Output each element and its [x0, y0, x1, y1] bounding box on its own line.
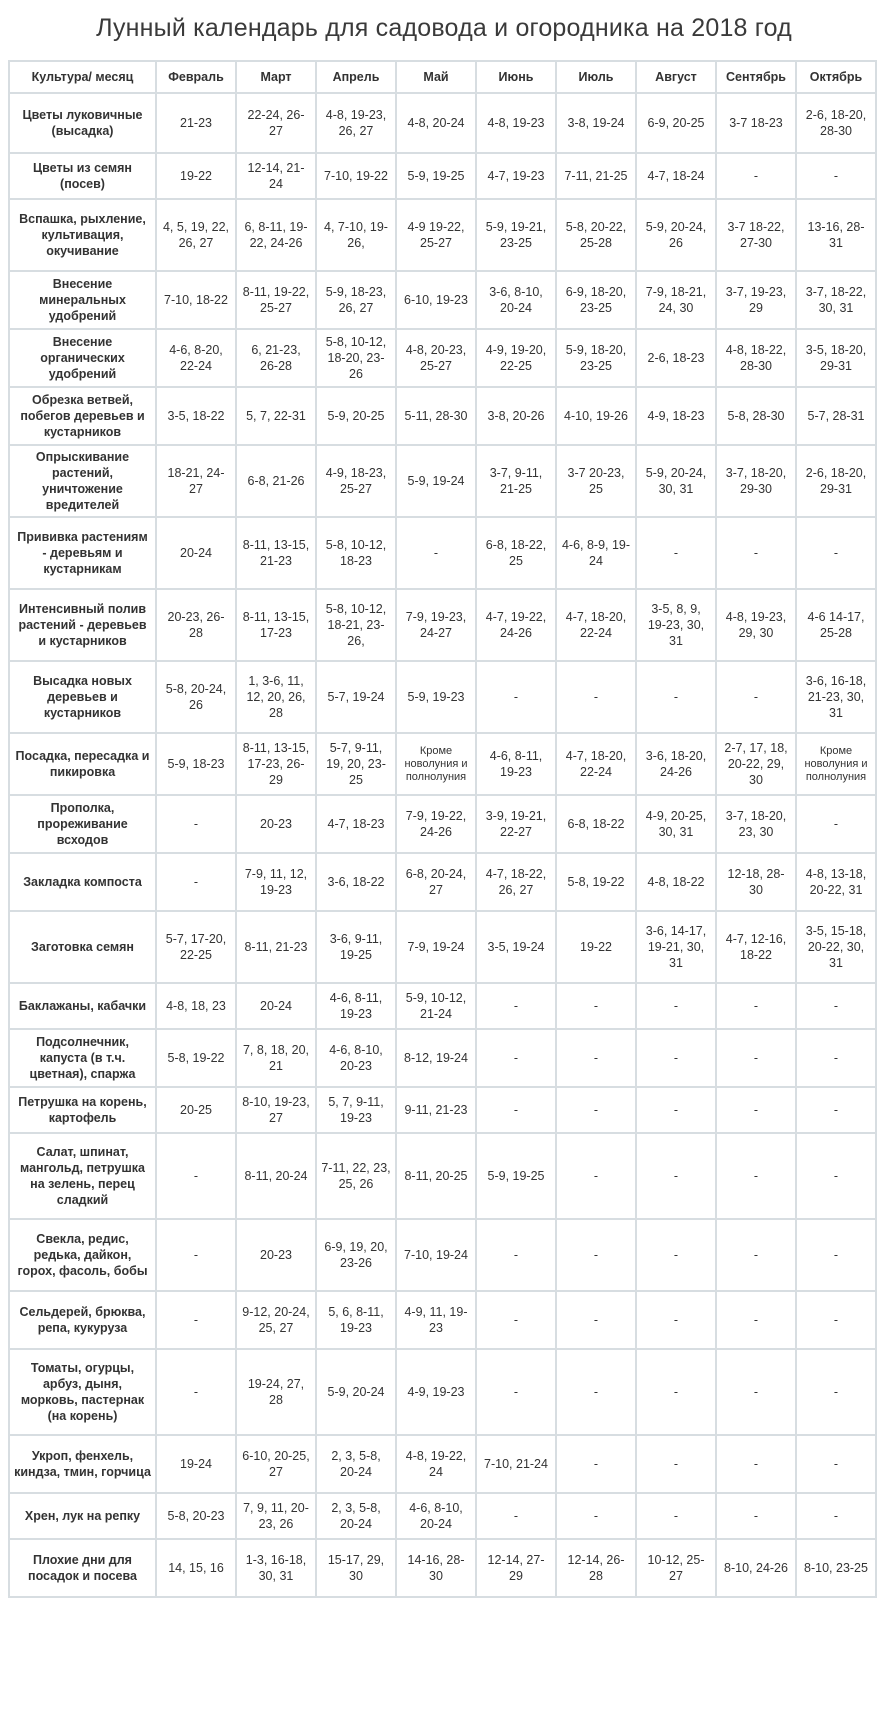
date-cell: 8-11, 20-24	[236, 1133, 316, 1219]
date-cell: 4-9, 18-23	[636, 387, 716, 445]
column-header-mar: Март	[236, 61, 316, 93]
table-row	[9, 387, 876, 445]
date-cell: 4-8, 19-22, 24	[396, 1435, 476, 1493]
date-cell: 5-9, 18-23	[156, 733, 236, 795]
column-header-crop: Культура/ месяц	[9, 61, 156, 93]
date-cell: 5-8, 10-12, 18-20, 23-26	[316, 329, 396, 387]
date-cell: 5-8, 20-22, 25-28	[556, 199, 636, 271]
date-cell: 3-7, 9-11, 21-25	[476, 445, 556, 517]
date-cell: -	[716, 1219, 796, 1291]
date-cell: -	[156, 1291, 236, 1349]
date-cell: -	[556, 1349, 636, 1435]
date-cell: 19-22	[156, 153, 236, 199]
crop-name-cell: Плохие дни для посадок и посева	[9, 1539, 156, 1597]
date-cell: 3-8, 19-24	[556, 93, 636, 153]
date-cell: 4-6, 8-11, 19-23	[316, 983, 396, 1029]
date-cell: -	[556, 1029, 636, 1087]
date-cell: 6-9, 19, 20, 23-26	[316, 1219, 396, 1291]
crop-name-cell: Вспашка, рыхление, культивация, окучивание	[9, 199, 156, 271]
date-cell: -	[556, 1493, 636, 1539]
date-cell: 5-8, 19-22	[156, 1029, 236, 1087]
date-cell: -	[716, 1435, 796, 1493]
date-cell: 14, 15, 16	[156, 1539, 236, 1597]
table-row	[9, 445, 876, 517]
table-row	[9, 1087, 876, 1133]
date-cell: 6-10, 20-25, 27	[236, 1435, 316, 1493]
date-cell: 8-11, 13-15, 17-23, 26-29	[236, 733, 316, 795]
date-cell: 2, 3, 5-8, 20-24	[316, 1493, 396, 1539]
date-cell: 5-8, 10-12, 18-23	[316, 517, 396, 589]
table-row	[9, 517, 876, 589]
date-cell: 4-8, 20-23, 25-27	[396, 329, 476, 387]
date-cell: 3-5, 18-20, 29-31	[796, 329, 876, 387]
table-row	[9, 1029, 876, 1087]
date-cell: 4-7, 19-22, 24-26	[476, 589, 556, 661]
date-cell: 5-9, 19-25	[476, 1133, 556, 1219]
date-cell: 4-8, 19-23	[476, 93, 556, 153]
date-cell: 18-21, 24-27	[156, 445, 236, 517]
date-cell: 6-8, 18-22	[556, 795, 636, 853]
table-row	[9, 1133, 876, 1219]
date-cell: 3-7, 18-20, 29-30	[716, 445, 796, 517]
date-cell: -	[796, 1291, 876, 1349]
date-cell: 6, 21-23, 26-28	[236, 329, 316, 387]
date-cell: 5-8, 28-30	[716, 387, 796, 445]
date-cell: 4-8, 19-23, 29, 30	[716, 589, 796, 661]
date-cell: 5-8, 10-12, 18-21, 23-26,	[316, 589, 396, 661]
date-cell: 4-7, 18-22, 26, 27	[476, 853, 556, 911]
date-cell: 4-8, 18, 23	[156, 983, 236, 1029]
crop-name-cell: Интенсивный полив растений - деревьев и кустарников	[9, 589, 156, 661]
date-cell: -	[636, 983, 716, 1029]
date-cell: 3-7 18-22, 27-30	[716, 199, 796, 271]
date-cell: Кроме новолуния и полнолуния	[796, 733, 876, 795]
date-cell: 7-10, 19-22	[316, 153, 396, 199]
date-cell: 4-8, 20-24	[396, 93, 476, 153]
crop-name-cell: Обрезка ветвей, побегов деревьев и кустарников	[9, 387, 156, 445]
date-cell: 20-23, 26-28	[156, 589, 236, 661]
date-cell: 5-9, 20-24, 26	[636, 199, 716, 271]
crop-name-cell: Опрыскивание растений, уничтожение вредителей	[9, 445, 156, 517]
date-cell: -	[556, 1291, 636, 1349]
crop-name-cell: Укроп, фенхель, киндза, тмин, горчица	[9, 1435, 156, 1493]
crop-name-cell: Сельдерей, брюква, репа, кукуруза	[9, 1291, 156, 1349]
column-header-aug: Август	[636, 61, 716, 93]
date-cell: 19-22	[556, 911, 636, 983]
date-cell: 4-8, 13-18, 20-22, 31	[796, 853, 876, 911]
table-row	[9, 271, 876, 329]
date-cell: 7-9, 19-24	[396, 911, 476, 983]
date-cell: 5-9, 19-24	[396, 445, 476, 517]
crop-name-cell: Посадка, пересадка и пикировка	[9, 733, 156, 795]
column-header-oct: Октябрь	[796, 61, 876, 93]
date-cell: 9-11, 21-23	[396, 1087, 476, 1133]
date-cell: -	[156, 1219, 236, 1291]
date-cell: -	[796, 1133, 876, 1219]
date-cell: -	[796, 1219, 876, 1291]
date-cell: 22-24, 26-27	[236, 93, 316, 153]
date-cell: -	[636, 1349, 716, 1435]
column-header-jun: Июнь	[476, 61, 556, 93]
date-cell: 4-7, 18-20, 22-24	[556, 589, 636, 661]
header-row	[9, 61, 876, 93]
date-cell: 13-16, 28-31	[796, 199, 876, 271]
date-cell: 20-24	[156, 517, 236, 589]
date-cell: 14-16, 28-30	[396, 1539, 476, 1597]
date-cell: -	[476, 1349, 556, 1435]
date-cell: -	[476, 1087, 556, 1133]
date-cell: 5-9, 20-25	[316, 387, 396, 445]
date-cell: -	[476, 1493, 556, 1539]
date-cell: 5-9, 19-21, 23-25	[476, 199, 556, 271]
date-cell: 8-10, 23-25	[796, 1539, 876, 1597]
date-cell: 5-9, 19-25	[396, 153, 476, 199]
date-cell: 5-9, 20-24	[316, 1349, 396, 1435]
date-cell: -	[156, 853, 236, 911]
date-cell: 4-6, 8-11, 19-23	[476, 733, 556, 795]
date-cell: 4-9, 18-23, 25-27	[316, 445, 396, 517]
date-cell: -	[716, 153, 796, 199]
date-cell: 3-6, 18-22	[316, 853, 396, 911]
date-cell: 7, 8, 18, 20, 21	[236, 1029, 316, 1087]
date-cell: 4-6, 8-9, 19-24	[556, 517, 636, 589]
table-row	[9, 589, 876, 661]
date-cell: 6-9, 20-25	[636, 93, 716, 153]
date-cell: -	[716, 1087, 796, 1133]
date-cell: 9-12, 20-24, 25, 27	[236, 1291, 316, 1349]
date-cell: -	[556, 1133, 636, 1219]
date-cell: 6-8, 18-22, 25	[476, 517, 556, 589]
date-cell: 2-7, 17, 18, 20-22, 29, 30	[716, 733, 796, 795]
date-cell: 6-8, 21-26	[236, 445, 316, 517]
date-cell: 6-8, 20-24, 27	[396, 853, 476, 911]
date-cell: 3-7 20-23, 25	[556, 445, 636, 517]
date-cell: 3-6, 8-10, 20-24	[476, 271, 556, 329]
date-cell: -	[636, 1029, 716, 1087]
date-cell: 5, 6, 8-11, 19-23	[316, 1291, 396, 1349]
date-cell: 4-7, 12-16, 18-22	[716, 911, 796, 983]
date-cell: 4-10, 19-26	[556, 387, 636, 445]
date-cell: 20-23	[236, 795, 316, 853]
date-cell: -	[396, 517, 476, 589]
date-cell: -	[716, 1133, 796, 1219]
date-cell: 3-7 18-23	[716, 93, 796, 153]
date-cell: 1-3, 16-18, 30, 31	[236, 1539, 316, 1597]
date-cell: 5-7, 19-24	[316, 661, 396, 733]
date-cell: 3-9, 19-21, 22-27	[476, 795, 556, 853]
table-row	[9, 1291, 876, 1349]
date-cell: -	[716, 1291, 796, 1349]
date-cell: 6, 8-11, 19-22, 24-26	[236, 199, 316, 271]
date-cell: 2-6, 18-23	[636, 329, 716, 387]
date-cell: -	[636, 1133, 716, 1219]
date-cell: -	[476, 983, 556, 1029]
date-cell: 19-24	[156, 1435, 236, 1493]
table-row	[9, 1435, 876, 1493]
date-cell: -	[796, 517, 876, 589]
date-cell: -	[716, 983, 796, 1029]
date-cell: 19-24, 27, 28	[236, 1349, 316, 1435]
table-row	[9, 983, 876, 1029]
date-cell: 4-6, 8-10, 20-23	[316, 1029, 396, 1087]
date-cell: -	[636, 661, 716, 733]
date-cell: 4-9, 19-20, 22-25	[476, 329, 556, 387]
date-cell: 5-7, 28-31	[796, 387, 876, 445]
date-cell: -	[796, 1435, 876, 1493]
column-header-sep: Сентябрь	[716, 61, 796, 93]
table-row	[9, 93, 876, 153]
date-cell: 20-23	[236, 1219, 316, 1291]
date-cell: -	[476, 1219, 556, 1291]
date-cell: 7-9, 19-22, 24-26	[396, 795, 476, 853]
date-cell: 12-14, 26-28	[556, 1539, 636, 1597]
date-cell: 4-9, 11, 19-23	[396, 1291, 476, 1349]
date-cell: 4-9, 20-25, 30, 31	[636, 795, 716, 853]
date-cell: -	[636, 1087, 716, 1133]
date-cell: 10-12, 25-27	[636, 1539, 716, 1597]
date-cell: 8-11, 19-22, 25-27	[236, 271, 316, 329]
date-cell: -	[716, 1349, 796, 1435]
table-row	[9, 153, 876, 199]
date-cell: 8-10, 19-23, 27	[236, 1087, 316, 1133]
date-cell: 5-11, 28-30	[396, 387, 476, 445]
date-cell: 5, 7, 22-31	[236, 387, 316, 445]
table-row	[9, 1219, 876, 1291]
date-cell: 2-6, 18-20, 29-31	[796, 445, 876, 517]
date-cell: -	[156, 1133, 236, 1219]
date-cell: 4-6, 8-10, 20-24	[396, 1493, 476, 1539]
date-cell: 4-6, 8-20, 22-24	[156, 329, 236, 387]
date-cell: 3-6, 14-17, 19-21, 30, 31	[636, 911, 716, 983]
date-cell: -	[636, 1291, 716, 1349]
date-cell: 2, 3, 5-8, 20-24	[316, 1435, 396, 1493]
table-row	[9, 911, 876, 983]
date-cell: 7-9, 11, 12, 19-23	[236, 853, 316, 911]
date-cell: 5-9, 18-20, 23-25	[556, 329, 636, 387]
column-header-may: Май	[396, 61, 476, 93]
crop-name-cell: Томаты, огурцы, арбуз, дыня, морковь, пастернак (на корень)	[9, 1349, 156, 1435]
table-row	[9, 1349, 876, 1435]
date-cell: -	[716, 517, 796, 589]
date-cell: 3-5, 15-18, 20-22, 30, 31	[796, 911, 876, 983]
date-cell: 7, 9, 11, 20-23, 26	[236, 1493, 316, 1539]
date-cell: -	[716, 1493, 796, 1539]
page-title: Лунный календарь для садовода и огородника на 2018 год	[96, 14, 792, 42]
date-cell: -	[716, 1029, 796, 1087]
date-cell: -	[476, 661, 556, 733]
crop-name-cell: Баклажаны, кабачки	[9, 983, 156, 1029]
date-cell: 5-9, 10-12, 21-24	[396, 983, 476, 1029]
date-cell: -	[716, 661, 796, 733]
date-cell: 4-6 14-17, 25-28	[796, 589, 876, 661]
date-cell: 4-9 19-22, 25-27	[396, 199, 476, 271]
date-cell: 3-5, 18-22	[156, 387, 236, 445]
date-cell: -	[796, 1493, 876, 1539]
date-cell: -	[796, 795, 876, 853]
crop-name-cell: Закладка компоста	[9, 853, 156, 911]
date-cell: -	[156, 795, 236, 853]
date-cell: 5-8, 20-24, 26	[156, 661, 236, 733]
date-cell: -	[796, 1349, 876, 1435]
date-cell: 1, 3-6, 11, 12, 20, 26, 28	[236, 661, 316, 733]
date-cell: 7-10, 21-24	[476, 1435, 556, 1493]
lunar-calendar-table	[8, 60, 877, 1598]
date-cell: 7-9, 18-21, 24, 30	[636, 271, 716, 329]
date-cell: 3-6, 9-11, 19-25	[316, 911, 396, 983]
date-cell: -	[556, 661, 636, 733]
crop-name-cell: Цветы из семян (посев)	[9, 153, 156, 199]
crop-name-cell: Салат, шпинат, мангольд, петрушка на зелень, перец сладкий	[9, 1133, 156, 1219]
date-cell: 3-5, 19-24	[476, 911, 556, 983]
date-cell: 7-9, 19-23, 24-27	[396, 589, 476, 661]
date-cell: 5, 7, 9-11, 19-23	[316, 1087, 396, 1133]
date-cell: 3-6, 16-18, 21-23, 30, 31	[796, 661, 876, 733]
date-cell: 5-7, 17-20, 22-25	[156, 911, 236, 983]
column-header-feb: Февраль	[156, 61, 236, 93]
crop-name-cell: Внесение органических удобрений	[9, 329, 156, 387]
date-cell: 5-8, 20-23	[156, 1493, 236, 1539]
table-row	[9, 329, 876, 387]
table-row	[9, 853, 876, 911]
crop-name-cell: Прополка, прореживание всходов	[9, 795, 156, 853]
date-cell: 7-10, 18-22	[156, 271, 236, 329]
date-cell: 7-10, 19-24	[396, 1219, 476, 1291]
date-cell: 8-12, 19-24	[396, 1029, 476, 1087]
date-cell: 5-9, 19-23	[396, 661, 476, 733]
date-cell: -	[636, 1493, 716, 1539]
date-cell: 7-11, 22, 23, 25, 26	[316, 1133, 396, 1219]
date-cell: 4-8, 18-22, 28-30	[716, 329, 796, 387]
date-cell: 3-5, 8, 9, 19-23, 30, 31	[636, 589, 716, 661]
date-cell: -	[476, 1291, 556, 1349]
date-cell: 4-9, 19-23	[396, 1349, 476, 1435]
date-cell: 3-8, 20-26	[476, 387, 556, 445]
crop-name-cell: Внесение минеральных удобрений	[9, 271, 156, 329]
crop-name-cell: Высадка новых деревьев и кустарников	[9, 661, 156, 733]
date-cell: -	[796, 1029, 876, 1087]
column-header-apr: Апрель	[316, 61, 396, 93]
date-cell: -	[556, 983, 636, 1029]
date-cell: 12-14, 21-24	[236, 153, 316, 199]
date-cell: 12-14, 27-29	[476, 1539, 556, 1597]
date-cell: -	[556, 1087, 636, 1133]
table-row	[9, 1493, 876, 1539]
date-cell: 4-7, 18-20, 22-24	[556, 733, 636, 795]
date-cell: 4-7, 18-23	[316, 795, 396, 853]
crop-name-cell: Заготовка семян	[9, 911, 156, 983]
date-cell: 8-11, 21-23	[236, 911, 316, 983]
date-cell: 6-9, 18-20, 23-25	[556, 271, 636, 329]
date-cell: 8-10, 24-26	[716, 1539, 796, 1597]
date-cell: 4, 5, 19, 22, 26, 27	[156, 199, 236, 271]
date-cell: 20-24	[236, 983, 316, 1029]
crop-name-cell: Подсолнечник, капуста (в т.ч. цветная), спаржа	[9, 1029, 156, 1087]
date-cell: 3-7, 19-23, 29	[716, 271, 796, 329]
date-cell: 4, 7-10, 19-26,	[316, 199, 396, 271]
date-cell: 3-7, 18-22, 30, 31	[796, 271, 876, 329]
date-cell: 2-6, 18-20, 28-30	[796, 93, 876, 153]
crop-name-cell: Хрен, лук на репку	[9, 1493, 156, 1539]
date-cell: 8-11, 20-25	[396, 1133, 476, 1219]
date-cell: 3-6, 18-20, 24-26	[636, 733, 716, 795]
date-cell: 4-7, 18-24	[636, 153, 716, 199]
date-cell: 5-9, 20-24, 30, 31	[636, 445, 716, 517]
date-cell: 21-23	[156, 93, 236, 153]
date-cell: 20-25	[156, 1087, 236, 1133]
date-cell: 8-11, 13-15, 17-23	[236, 589, 316, 661]
date-cell: -	[796, 983, 876, 1029]
date-cell: 3-7, 18-20, 23, 30	[716, 795, 796, 853]
date-cell: -	[636, 1435, 716, 1493]
date-cell: 5-7, 9-11, 19, 20, 23-25	[316, 733, 396, 795]
crop-name-cell: Петрушка на корень, картофель	[9, 1087, 156, 1133]
column-header-jul: Июль	[556, 61, 636, 93]
table-row	[9, 661, 876, 733]
table-row	[9, 795, 876, 853]
date-cell: -	[556, 1435, 636, 1493]
table-row	[9, 733, 876, 795]
date-cell: -	[636, 517, 716, 589]
date-cell: 5-9, 18-23, 26, 27	[316, 271, 396, 329]
crop-name-cell: Свекла, редис, редька, дайкон, горох, фасоль, бобы	[9, 1219, 156, 1291]
table-row	[9, 199, 876, 271]
date-cell: -	[476, 1029, 556, 1087]
date-cell: 8-11, 13-15, 21-23	[236, 517, 316, 589]
date-cell: 4-8, 19-23, 26, 27	[316, 93, 396, 153]
date-cell: Кроме новолуния и полнолуния	[396, 733, 476, 795]
date-cell: 7-11, 21-25	[556, 153, 636, 199]
date-cell: -	[796, 153, 876, 199]
date-cell: -	[636, 1219, 716, 1291]
date-cell: 4-7, 19-23	[476, 153, 556, 199]
date-cell: 5-8, 19-22	[556, 853, 636, 911]
date-cell: -	[556, 1219, 636, 1291]
date-cell: -	[156, 1349, 236, 1435]
date-cell: 12-18, 28-30	[716, 853, 796, 911]
calendar-table-container	[8, 60, 877, 1598]
table-row	[9, 1539, 876, 1597]
date-cell: 4-8, 18-22	[636, 853, 716, 911]
crop-name-cell: Прививка растениям - деревьям и кустарникам	[9, 517, 156, 589]
date-cell: -	[796, 1087, 876, 1133]
date-cell: 15-17, 29, 30	[316, 1539, 396, 1597]
crop-name-cell: Цветы луковичные (высадка)	[9, 93, 156, 153]
date-cell: 6-10, 19-23	[396, 271, 476, 329]
